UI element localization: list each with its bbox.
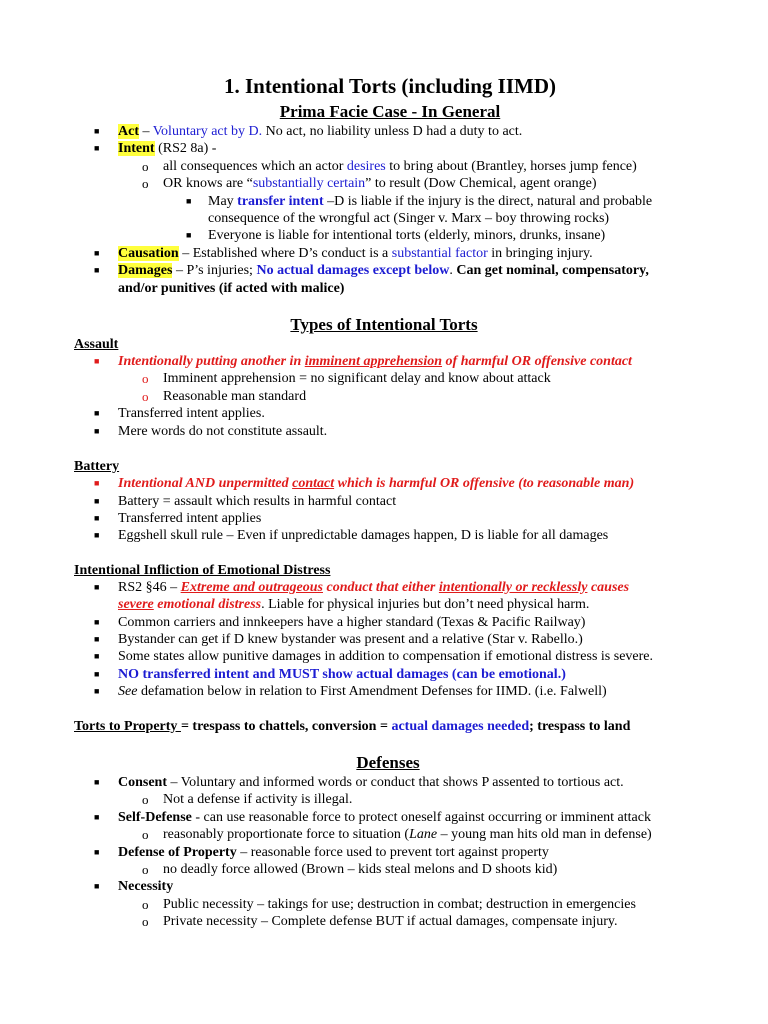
text-run: Mere words do not constitute assault. <box>118 423 328 439</box>
list-item <box>0 423 768 440</box>
text-run: Not a defense if activity is illegal. <box>163 792 353 808</box>
defenses-list <box>0 774 768 931</box>
square-bullet-icon: ■ <box>94 530 100 541</box>
text-run: in bringing injury. <box>487 245 593 261</box>
list-item <box>0 353 768 370</box>
text-run: (RS2 8a) - <box>154 141 217 157</box>
list-item <box>0 123 768 140</box>
hollow-bullet-icon: o <box>142 388 149 404</box>
text-run: actual damages needed <box>391 718 530 734</box>
text-run: May <box>208 193 238 209</box>
list-item <box>0 370 768 387</box>
text-run: – P’s injuries; <box>172 263 257 279</box>
square-bullet-icon: ■ <box>94 651 100 662</box>
text-run: Necessity <box>118 879 174 895</box>
text-run: - can use reasonable force to protect oneself against occurring or imminent attack <box>191 809 651 825</box>
hollow-bullet-icon: o <box>142 896 149 912</box>
text-run: Causation <box>118 245 179 261</box>
square-bullet-icon: ■ <box>186 230 192 241</box>
assault-list <box>0 353 768 440</box>
text-run: Self-Defense <box>118 809 192 825</box>
hollow-bullet-icon: o <box>142 792 149 808</box>
text-run: Public necessity – takings for use; destruction in combat; destruction in emergencies <box>163 896 636 912</box>
text-run: intentionally or recklessly <box>438 579 588 595</box>
text-run: – Voluntary and informed words or conduct that shows P assented to tortious act. <box>167 774 624 790</box>
text-run: defamation below in relation to First Amendment Defenses for IIMD. (i.e. Falwell) <box>137 684 607 700</box>
text-run: no deadly force allowed (Brown – kids steal melons and D shoots kid) <box>163 862 558 877</box>
text-run: ; trespass to land <box>529 718 631 734</box>
text-run: – young man hits old man in defense) <box>437 827 652 843</box>
square-bullet-icon: ■ <box>94 581 100 592</box>
torts-to-property-line <box>0 718 768 735</box>
text-run: Can get nominal, compensatory, <box>456 263 649 279</box>
hollow-bullet-icon: o <box>142 862 149 877</box>
square-bullet-icon: ■ <box>94 265 100 276</box>
text-run: Defense of Property <box>118 844 237 860</box>
text-run: . <box>449 263 457 279</box>
list-item <box>0 614 768 631</box>
text-run: transfer intent <box>237 193 324 209</box>
text-run: Reasonable man standard <box>163 388 307 404</box>
list-item <box>0 896 768 913</box>
list-item <box>0 193 768 210</box>
list-item <box>0 493 768 510</box>
list-item-continuation <box>0 210 768 227</box>
square-bullet-icon: ■ <box>94 846 100 857</box>
text-run: reasonably proportionate force to situation ( <box>163 827 410 843</box>
text-run: to bring about (Brantley, horses jump fence) <box>385 158 637 174</box>
list-item <box>0 683 768 700</box>
list-item <box>0 648 768 665</box>
list-item <box>0 666 768 683</box>
text-run: all consequences which an actor <box>163 158 347 174</box>
text-run: desires <box>346 158 386 174</box>
list-item <box>0 475 768 492</box>
list-item <box>0 510 768 527</box>
text-run: Intentionally putting another in <box>118 354 305 370</box>
square-bullet-icon: ■ <box>94 408 100 419</box>
list-item <box>0 826 768 843</box>
prima-facie-list <box>0 123 768 297</box>
assault-heading: Assault <box>74 337 119 353</box>
square-bullet-icon: ■ <box>94 776 100 787</box>
iied-list <box>0 579 768 701</box>
text-run: Everyone is liable for intentional torts (elderly, minors, drunks, insane) <box>208 228 606 244</box>
text-run: Common carriers and innkeepers have a higher standard (Texas & Pacific Railway) <box>118 614 586 630</box>
text-run: No act, no liability unless D had a duty to act. <box>262 124 523 139</box>
iied-heading: Intentional Infliction of Emotional Distress <box>74 562 331 578</box>
square-bullet-icon: ■ <box>94 616 100 627</box>
list-item <box>0 227 768 244</box>
list-item-continuation <box>0 280 768 297</box>
list-item <box>0 388 768 405</box>
text-run: Intent <box>118 141 155 157</box>
text-run: Battery = assault which results in harmful contact <box>118 493 397 509</box>
list-item <box>0 809 768 826</box>
text-run: Private necessity – Complete defense BUT if actual damages, compensate injury. <box>163 914 618 930</box>
square-bullet-icon: ■ <box>94 247 100 258</box>
text-run: conduct that either <box>322 579 439 595</box>
document-subtitle: Prima Facie Case - In General <box>279 102 501 121</box>
list-item <box>0 158 768 175</box>
types-section-title: Types of Intentional Torts <box>290 315 478 335</box>
list-item <box>0 844 768 861</box>
text-run: Some states allow punitive damages in addition to compensation if emotional distress is severe. <box>118 649 654 665</box>
text-run: Eggshell skull rule – Even if unpredictable damages happen, D is liable for all damages <box>118 528 609 544</box>
square-bullet-icon: ■ <box>94 686 100 697</box>
text-run: Torts to Property <box>74 718 181 734</box>
defenses-section-title: Defenses <box>356 752 420 772</box>
text-run: Transferred intent applies <box>118 510 262 526</box>
text-run: NO transferred intent and MUST show actual damages (can be emotional.) <box>118 666 566 682</box>
square-bullet-icon: ■ <box>94 512 100 523</box>
list-item <box>0 405 768 422</box>
text-run: RS2 §46 – <box>118 579 181 595</box>
text-run: = trespass to chattels, conversion = <box>180 718 392 734</box>
hollow-bullet-icon: o <box>142 371 149 387</box>
hollow-bullet-icon: o <box>142 914 149 930</box>
text-run: Transferred intent applies. <box>118 406 265 422</box>
battery-heading: Battery <box>74 459 120 475</box>
text-run: and/or punitives (if acted with malice) <box>118 280 345 296</box>
list-item <box>0 140 768 157</box>
text-run: – <box>139 124 153 139</box>
list-item <box>0 791 768 808</box>
text-run: severe <box>118 597 154 613</box>
list-item <box>0 631 768 648</box>
square-bullet-icon: ■ <box>94 811 100 822</box>
list-item <box>0 774 768 791</box>
text-run: imminent apprehension <box>304 354 443 370</box>
list-item <box>0 913 768 930</box>
square-bullet-icon: ■ <box>186 195 192 206</box>
square-bullet-icon: ■ <box>94 143 100 154</box>
list-item <box>0 262 768 279</box>
text-run: substantial factor <box>391 245 488 261</box>
list-item <box>0 579 768 596</box>
text-run: Lane <box>409 827 438 843</box>
list-item <box>0 245 768 262</box>
text-run: See <box>118 684 138 700</box>
text-run: causes <box>587 579 630 595</box>
text-run: Damages <box>118 263 173 279</box>
list-item <box>0 527 768 544</box>
list-item <box>0 878 768 895</box>
square-bullet-icon: ■ <box>94 633 100 644</box>
text-run: . Liable for physical injuries but don’t need physical harm. <box>261 597 590 613</box>
text-run: OR knows are “ <box>163 176 253 192</box>
text-run: Act <box>118 124 139 139</box>
text-run: emotional distress <box>153 597 262 613</box>
list-item-continuation <box>0 596 768 613</box>
square-bullet-icon: ■ <box>94 356 100 367</box>
hollow-bullet-icon: o <box>142 827 149 843</box>
text-run: Imminent apprehension = no significant delay and know about attack <box>163 371 551 387</box>
text-run: – reasonable force used to prevent tort against property <box>236 844 549 860</box>
text-run: consequence of the wrongful act (Singer v. Marx – boy throwing rocks) <box>208 211 610 227</box>
text-run: Consent <box>118 774 168 790</box>
square-bullet-icon: ■ <box>94 126 100 136</box>
text-run: –D is liable if the injury is the direct, natural and probable <box>323 193 653 209</box>
text-run: ” to result (Dow Chemical, agent orange) <box>365 176 597 192</box>
text-run: substantially certain <box>252 176 366 192</box>
text-run: contact <box>292 476 335 492</box>
square-bullet-icon: ■ <box>94 881 100 892</box>
square-bullet-icon: ■ <box>94 425 100 436</box>
square-bullet-icon: ■ <box>94 495 100 506</box>
text-run: No actual damages except below <box>256 263 450 279</box>
list-item <box>0 175 768 192</box>
hollow-bullet-icon: o <box>142 158 149 174</box>
square-bullet-icon: ■ <box>94 668 100 679</box>
text-run: – Established where D’s conduct is a <box>178 245 392 261</box>
text-run: of harmful OR offensive contact <box>442 354 632 370</box>
square-bullet-icon: ■ <box>94 478 100 489</box>
document-title: 1. Intentional Torts (including IIMD) <box>224 74 556 98</box>
text-run: Extreme and outrageous <box>180 579 323 595</box>
list-item <box>0 861 768 878</box>
text-run: Bystander can get if D knew bystander was present and a relative (Star v. Rabello.) <box>118 631 583 647</box>
text-run: Intentional AND unpermitted <box>118 476 293 492</box>
hollow-bullet-icon: o <box>142 176 149 192</box>
battery-list <box>0 475 768 545</box>
text-run: Voluntary act by D. <box>152 124 263 139</box>
text-run: which is harmful OR offensive (to reasonable man) <box>334 476 635 492</box>
